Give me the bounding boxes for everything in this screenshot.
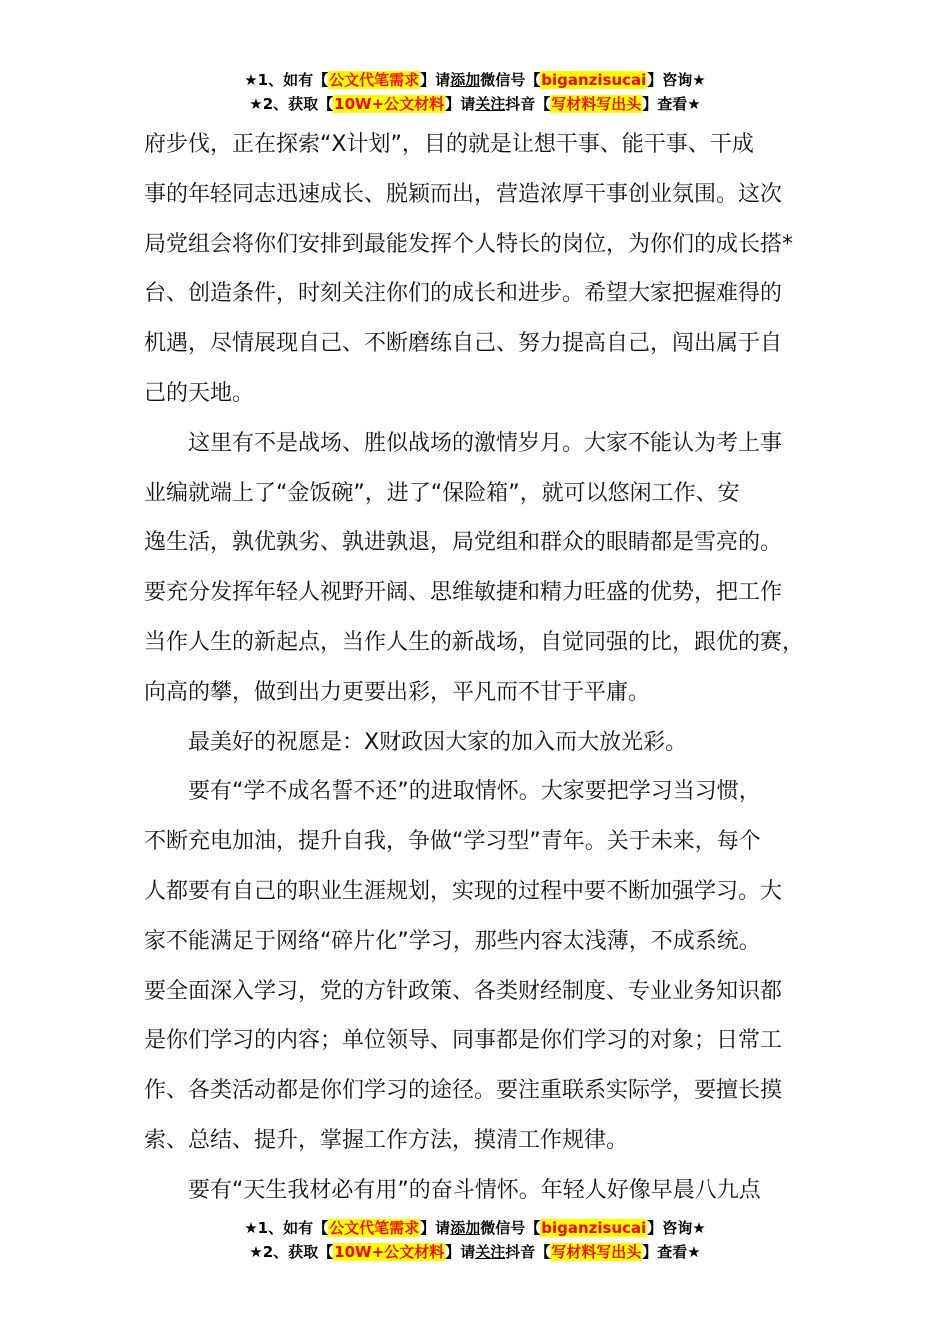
banner-underlined: 关注 xyxy=(475,1243,506,1261)
text-line: 业编就端上了“金饭碗”，进了“保险箱”，就可以悠闲工作、安 xyxy=(144,480,740,506)
text-line: 台、创造条件，时刻关注你们的成长和进步。希望大家把握难得的 xyxy=(144,281,783,307)
highlight-douyin-account: 写材料写出头 xyxy=(551,1243,642,1261)
banner-bracket: 】 xyxy=(445,1243,461,1261)
text-line: 机遇，尽情展现自己、不断磨练自己、努力提高自己，闯出属于自 xyxy=(144,331,783,357)
banner-underlined: 关注 xyxy=(475,95,506,113)
highlight-materials: 10W+公文材料 xyxy=(334,1243,445,1261)
banner-bracket: 【 xyxy=(525,1219,541,1237)
banner-text: 】查看★ xyxy=(642,95,701,113)
banner-text: 抖音 xyxy=(505,95,536,113)
banner-bracket: 【 xyxy=(313,71,329,89)
text-line: 最美好的祝愿是：X财政因大家的加入而大放光彩。 xyxy=(188,729,688,755)
banner-bracket: 【 xyxy=(535,1243,551,1261)
text-line: 不断充电加油，提升自我，争做“学习型”青年。关于未来，每个 xyxy=(144,829,761,855)
highlight-wechat-id: biganzisucai xyxy=(541,1219,647,1237)
text-line: 向高的攀，做到出力更要出彩，平凡而不甘于平庸。 xyxy=(144,679,651,705)
text-line: 逸生活，孰优孰劣、孰进孰退，局党组和群众的眼睛都是雪亮的。 xyxy=(144,530,783,556)
text-line: 要有“天生我材必有用”的奋斗情怀。年轻人好像早晨八九点 xyxy=(188,1177,761,1203)
text-line: 要充分发挥年轻人视野开阔、思维敏捷和精力旺盛的优势，把工作 xyxy=(144,580,783,606)
paragraph-2 xyxy=(144,419,824,718)
banner-text: 】咨询★ xyxy=(647,1219,706,1237)
text-line: 事的年轻同志迅速成长、脱颖而出，营造浓厚干事创业氛围。这次 xyxy=(144,181,783,207)
banner-line-1 xyxy=(0,68,950,92)
text-line: 索、总结、提升，掌握工作方法，摸清工作规律。 xyxy=(144,1127,629,1153)
text-line: 作、各类活动都是你们学习的途径。要注重联系实际学，要擅长摸 xyxy=(144,1078,783,1104)
banner-text: 抖音 xyxy=(505,1243,536,1261)
text-line: 是你们学习的内容；单位领导、同事都是你们学习的对象；日常工 xyxy=(144,1028,783,1054)
banner-text: ★2、获取 xyxy=(249,95,319,113)
text-line: 要有“学不成名誓不还”的进取情怀。大家要把学习当习惯， xyxy=(188,779,761,805)
paragraph-3 xyxy=(144,718,824,768)
highlight-wechat-id: biganzisucai xyxy=(541,71,647,89)
banner-underlined: 添加 xyxy=(450,71,481,89)
banner-text: 微信号 xyxy=(480,71,526,89)
text-line: 要全面深入学习，党的方针政策、各类财经制度、专业业务知识都 xyxy=(144,978,783,1004)
document-body xyxy=(144,120,824,1216)
banner-line-2 xyxy=(0,1240,950,1264)
footer-banner xyxy=(0,1216,950,1264)
header-banner xyxy=(0,68,950,116)
banner-text: 请 xyxy=(460,1243,476,1261)
banner-text: 请 xyxy=(435,1219,451,1237)
text-line: 府步伐，正在探索“X计划”，目的就是让想干事、能干事、干成 xyxy=(144,132,754,157)
banner-text: 请 xyxy=(460,95,476,113)
banner-bracket: 【 xyxy=(525,71,541,89)
highlight-service: 公文代笔需求 xyxy=(329,1219,420,1237)
paragraph-4 xyxy=(144,767,824,1165)
banner-underlined: 添加 xyxy=(450,1219,481,1237)
highlight-service: 公文代笔需求 xyxy=(329,71,420,89)
banner-bracket: 【 xyxy=(318,1243,334,1261)
highlight-materials: 10W+公文材料 xyxy=(334,95,445,113)
banner-text: 请 xyxy=(435,71,451,89)
text-line: 当作人生的新起点，当作人生的新战场，自觉同强的比，跟优的赛， xyxy=(144,629,805,655)
banner-bracket: 【 xyxy=(318,95,334,113)
banner-bracket: 】 xyxy=(420,71,436,89)
banner-text: 】咨询★ xyxy=(647,71,706,89)
banner-bracket: 【 xyxy=(535,95,551,113)
banner-text: ★1、如有 xyxy=(244,1219,314,1237)
paragraph-5 xyxy=(144,1166,824,1216)
banner-line-1 xyxy=(0,1216,950,1240)
banner-line-2 xyxy=(0,92,950,116)
banner-text: ★1、如有 xyxy=(244,71,314,89)
banner-text: ★2、获取 xyxy=(249,1243,319,1261)
banner-text: 微信号 xyxy=(480,1219,526,1237)
text-line: 己的天地。 xyxy=(144,380,255,406)
text-line: 这里有不是战场、胜似战场的激情岁月。大家不能认为考上事 xyxy=(188,430,783,456)
text-line: 局党组会将你们安排到最能发挥个人特长的岗位，为你们的成长搭* xyxy=(144,231,794,257)
banner-bracket: 】 xyxy=(445,95,461,113)
banner-bracket: 【 xyxy=(313,1219,329,1237)
text-line: 家不能满足于网络“碎片化”学习，那些内容太浅薄，不成系统。 xyxy=(144,928,761,954)
banner-text: 】查看★ xyxy=(642,1243,701,1261)
banner-bracket: 】 xyxy=(420,1219,436,1237)
paragraph-1 xyxy=(144,120,824,419)
text-line: 人都要有自己的职业生涯规划，实现的过程中要不断加强学习。大 xyxy=(144,878,783,904)
highlight-douyin-account: 写材料写出头 xyxy=(551,95,642,113)
